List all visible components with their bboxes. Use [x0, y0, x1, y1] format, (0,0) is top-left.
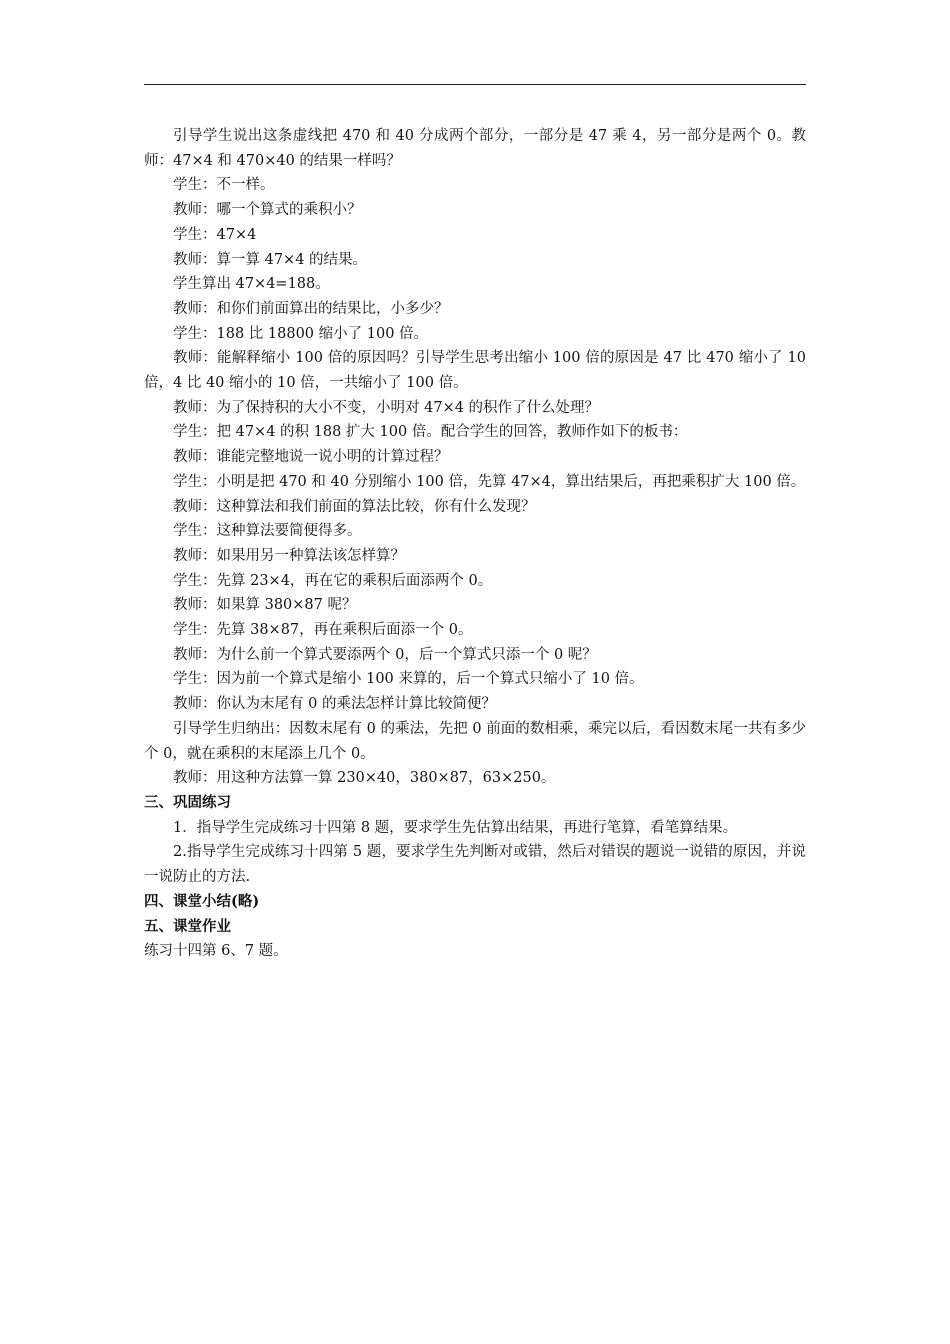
paragraph: 学生：小明是把 470 和 40 分别缩小 100 倍，先算 47×4，算出结果后，再把乘积扩大 100 倍。 — [173, 473, 806, 490]
paragraph: 教师：谁能完整地说一说小明的计算过程？ — [173, 449, 449, 466]
paragraph: 学生：188 比 18800 缩小了 100 倍。 — [173, 325, 429, 342]
paragraph: 教师：你认为末尾有 0 的乘法怎样计算比较简便？ — [173, 696, 496, 713]
paragraph: 教师：算一算 47×4 的结果。 — [173, 251, 368, 268]
paragraph: 教师：用这种方法算一算 230×40，380×87，63×250。 — [173, 770, 556, 787]
paragraph: 学生：先算 23×4，再在它的乘积后面添两个 0。 — [173, 572, 493, 589]
paragraph: 学生算出 47×4=188。 — [173, 276, 330, 293]
paragraph: 引导学生归纳出：因数末尾有 0 的乘法，先把 0 前面的数相乘，乘完以后，看因数末尾一共有多少个 0，就在乘积的末尾添上几个 0。 — [144, 720, 806, 762]
document-body — [144, 124, 806, 964]
paragraph: 学生：这种算法要简便得多。 — [173, 523, 362, 540]
section-heading-homework: 五、课堂作业 — [144, 917, 231, 935]
paragraph: 学生：47×4 — [173, 226, 257, 243]
paragraph: 教师：和你们前面算出的结果比，小多少？ — [173, 300, 449, 317]
paragraph: 教师：为什么前一个算式要添两个 0，后一个算式只添一个 0 呢？ — [173, 646, 597, 663]
homework-text: 练习十四第 6、7 题。 — [144, 943, 288, 960]
practice-item: 2.指导学生完成练习十四第 5 题，要求学生先判断对或错，然后对错误的题说一说错的原因，并说一说防止的方法. — [144, 844, 806, 886]
header-rule — [144, 84, 806, 85]
paragraph: 教师：为了保持积的大小不变，小明对 47×4 的积作了什么处理？ — [173, 399, 600, 416]
paragraph: 学生：不一样。 — [173, 177, 275, 194]
section-heading-summary: 四、课堂小结(略) — [144, 892, 260, 910]
paragraph: 教师：哪一个算式的乘积小？ — [173, 202, 362, 219]
paragraph: 引导学生说出这条虚线把 470 和 40 分成两个部分，一部分是 47 乘 4，另一部分是两个 0。教师：47×4 和 470×40 的结果一样吗？ — [144, 128, 806, 169]
paragraph: 学生：先算 38×87，再在乘积后面添一个 0。 — [173, 622, 473, 639]
paragraph: 学生：因为前一个算式是缩小 100 来算的，后一个算式只缩小了 10 倍。 — [173, 671, 644, 688]
section-heading-practice: 三、巩固练习 — [144, 793, 231, 811]
paragraph: 教师：如果算 380×87 呢？ — [173, 597, 357, 614]
practice-item: 1．指导学生完成练习十四第 8 题，要求学生先估算出结果，再进行笔算，看笔算结果。 — [173, 819, 738, 836]
paragraph: 教师：能解释缩小 100 倍的原因吗？引导学生思考出缩小 100 倍的原因是 47 比 470 缩小了 10 倍，4 比 40 缩小的 10 倍，一共缩小了 100 倍。 — [144, 350, 806, 392]
paragraph: 学生：把 47×4 的积 188 扩大 100 倍。配合学生的回答，教师作如下的板书： — [173, 424, 688, 441]
paragraph: 教师：如果用另一种算法该怎样算？ — [173, 547, 405, 564]
paragraph: 教师：这种算法和我们前面的算法比较，你有什么发现？ — [173, 498, 536, 515]
